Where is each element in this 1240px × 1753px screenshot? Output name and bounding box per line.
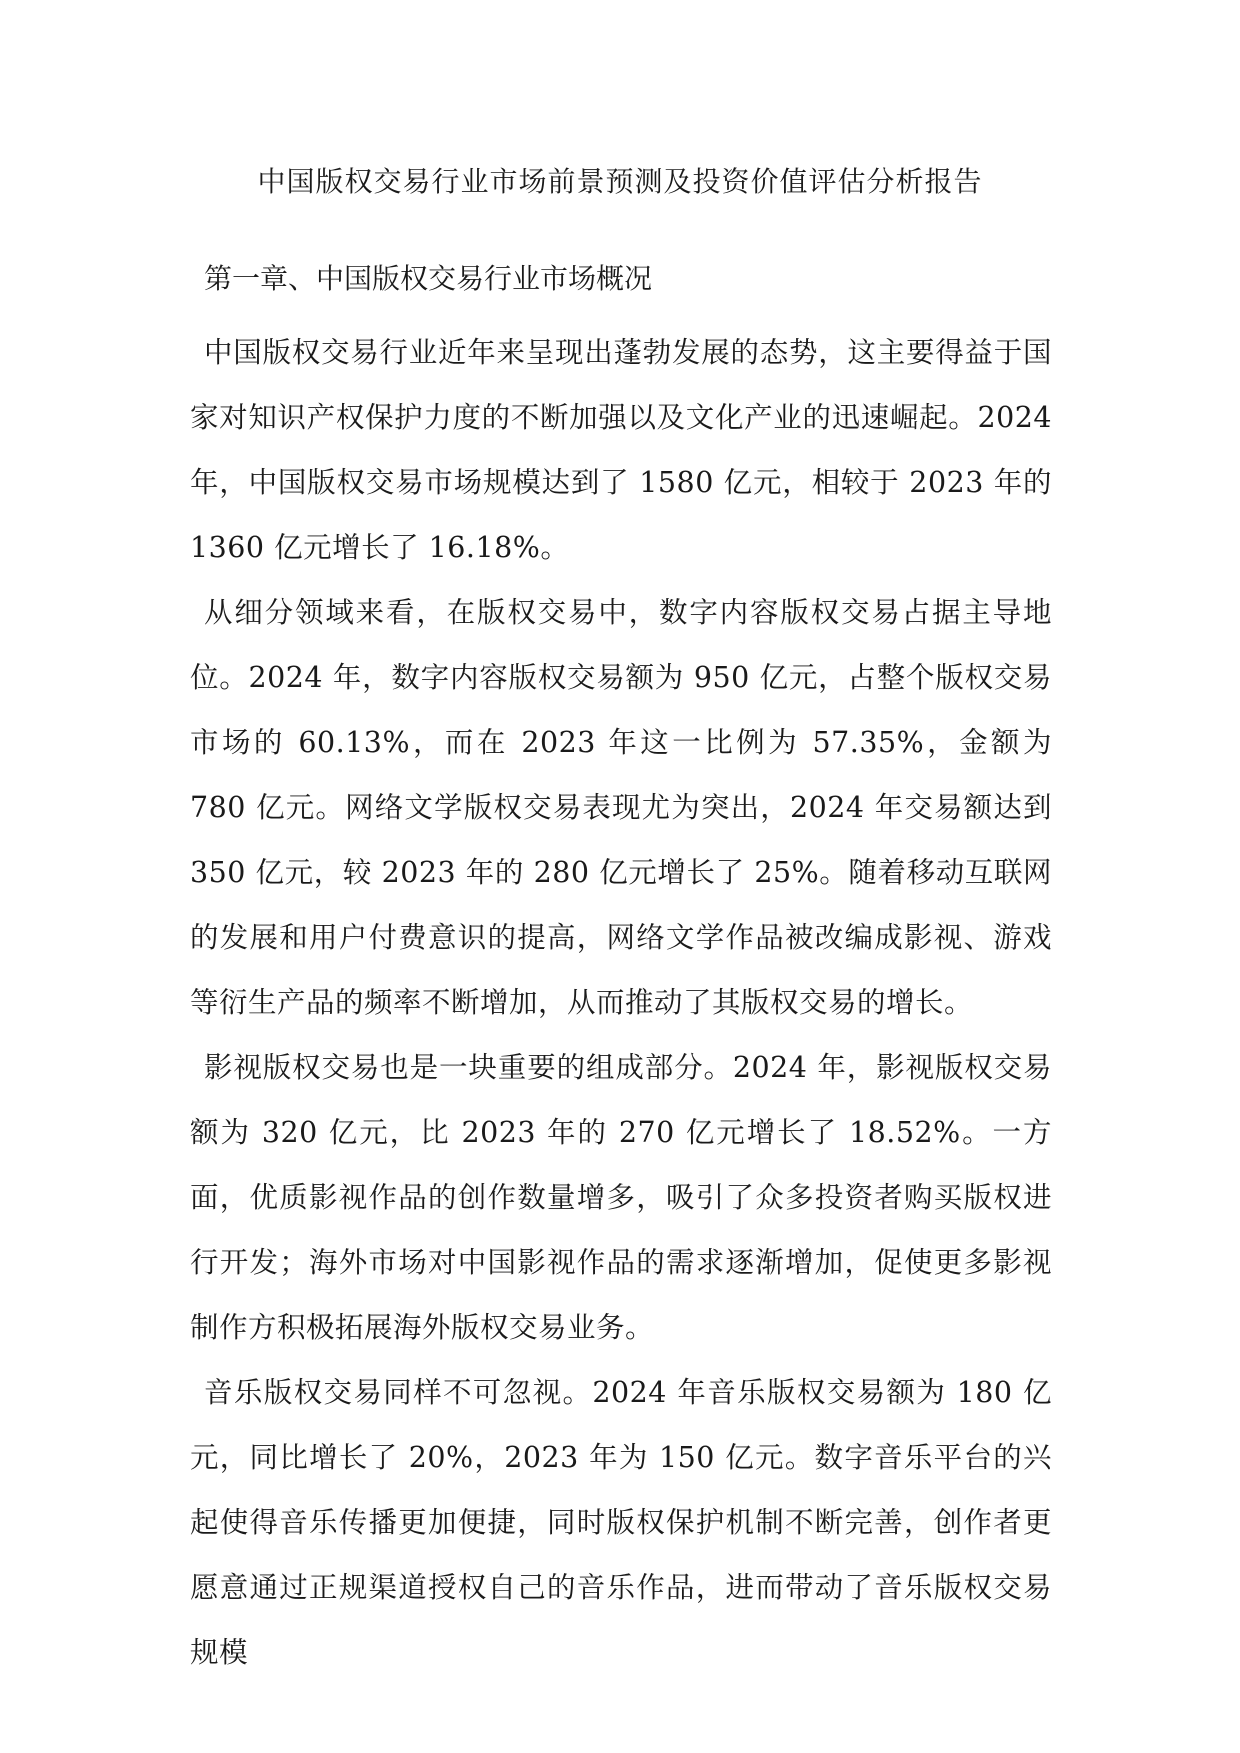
paragraph: 音乐版权交易同样不可忽视。2024 年音乐版权交易额为 180 亿元，同比增长了 20%，2023 年为 150 亿元。数字音乐平台的兴起使得音乐传播更加便捷，同时版权保护机制不断完善，创作者更愿意通过正规渠道授权自己的音乐作品，进而带动了音乐版权交易规模 — [190, 1376, 1052, 1669]
paragraph: 从细分领域来看，在版权交易中，数字内容版权交易占据主导地位。2024 年，数字内容版权交易额为 950 亿元，占整个版权交易市场的 60.13%，而在 2023 年这一比例为 57.35%，金额为 780 亿元。网络文学版权交易表现尤为突出，2024 年交易额达到 350 亿元，较 2023 年的 280 亿元增长了 25%。随着移动互联网的发展和用户付费意识的提高，网络文学作品被改编成影视、游戏等衍生产品的频率不断增加，从而推动了其版权交易的增长。 — [190, 596, 1052, 1019]
chapter-heading: 第一章、中国版权交易行业市场概况 — [204, 262, 653, 295]
paragraph: 中国版权交易行业近年来呈现出蓬勃发展的态势，这主要得益于国家对知识产权保护力度的不断加强以及文化产业的迅速崛起。2024 年，中国版权交易市场规模达到了 1580 亿元，相较于 2023 年的 1360 亿元增长了 16.18%。 — [190, 336, 1052, 564]
document-title: 中国版权交易行业市场前景预测及投资价值评估分析报告 — [257, 165, 983, 198]
paragraph: 影视版权交易也是一块重要的组成部分。2024 年，影视版权交易额为 320 亿元，比 2023 年的 270 亿元增长了 18.52%。一方面，优质影视作品的创作数量增多，吸引了众多投资者购买版权进行开发；海外市场对中国影视作品的需求逐渐增加，促使更多影视制作方积极拓展海外版权交易业务。 — [190, 1051, 1052, 1344]
document-body — [190, 320, 1052, 1685]
